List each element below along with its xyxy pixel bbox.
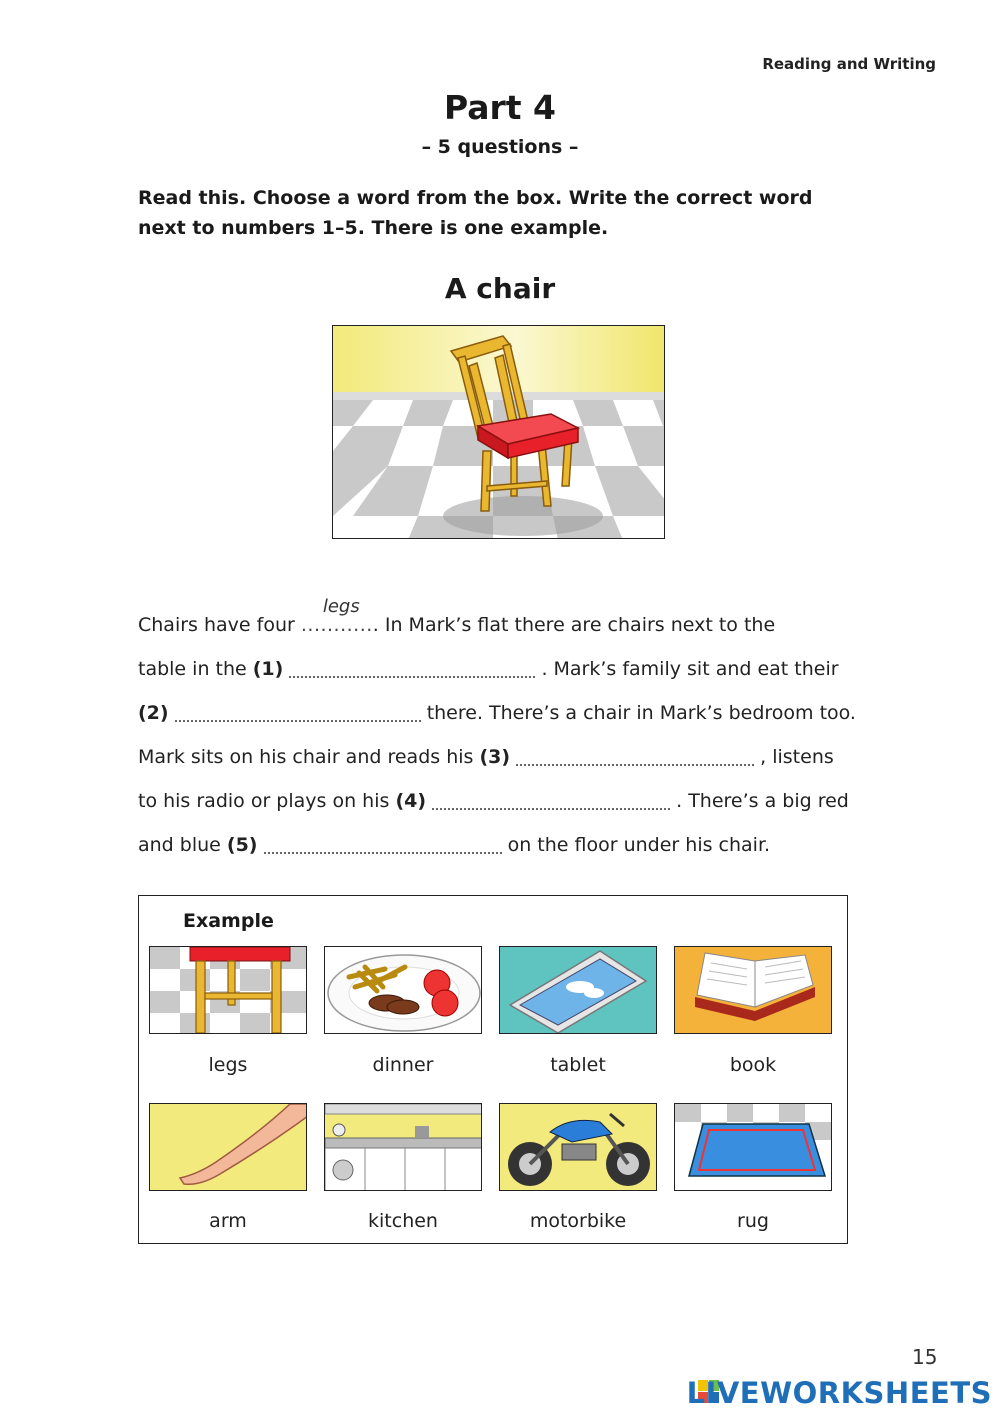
word-motorbike: motorbike [529, 1210, 627, 1232]
section-label: Reading and Writing [762, 55, 936, 73]
story-title: A chair [444, 272, 556, 305]
question-number-2: (2) [138, 702, 169, 724]
chair-illustration [332, 325, 665, 539]
arm-picture [149, 1103, 307, 1191]
word-dinner: dinner [372, 1054, 434, 1076]
tablet-picture [499, 946, 657, 1034]
story-line-4 [138, 735, 878, 779]
story-segment: Mark sits on his chair and reads his [138, 746, 480, 768]
page-number: 15 [912, 1345, 938, 1369]
story-text [138, 596, 878, 867]
answer-blank-2[interactable] [175, 703, 421, 725]
motorbike-picture [499, 1103, 657, 1191]
story-line-2 [138, 647, 878, 691]
example-dots: ........... [300, 614, 373, 636]
legs-picture [149, 946, 307, 1034]
story-segment: . There’s a big red [676, 790, 849, 812]
word-tablet: tablet [550, 1054, 606, 1076]
answer-blank-3[interactable] [516, 747, 754, 769]
word-book: book [729, 1054, 777, 1076]
story-line-6 [138, 823, 878, 867]
story-segment: there. There’s a chair in Mark’s bedroom too. [426, 702, 856, 724]
answer-blank-1[interactable] [289, 659, 535, 681]
word-kitchen: kitchen [368, 1210, 438, 1232]
instructions: Read this. Choose a word from the box. Write the correct word next to numbers 1–5. There is one example. [138, 187, 813, 239]
story-line-3 [138, 691, 878, 735]
story-segment: table in the [138, 658, 253, 680]
story-segment: , listens [760, 746, 834, 768]
example-answer [300, 596, 373, 647]
part-subtitle: – 5 questions – [421, 136, 579, 158]
story-line-5 [138, 779, 878, 823]
answer-blank-5[interactable] [264, 835, 502, 857]
part-title: Part 4 [443, 88, 557, 127]
story-segment: . Mark’s family sit and eat their [541, 658, 839, 680]
example-answer-text: legs [322, 596, 360, 617]
story-segment: Chairs have four [138, 614, 301, 636]
answer-blank-4[interactable] [432, 791, 670, 813]
story-segment: to his radio or plays on his [138, 790, 396, 812]
question-number-4: (4) [395, 790, 427, 812]
word-legs: legs [208, 1054, 248, 1076]
word-arm: arm [209, 1210, 247, 1232]
rug-picture [674, 1103, 832, 1191]
story-line-1 [138, 596, 878, 647]
liveworksheets-brand[interactable]: LIVEWORKSHEETS [686, 1376, 992, 1410]
book-picture [674, 946, 832, 1034]
example-label: Example [183, 910, 274, 932]
story-segment: and blue [138, 834, 227, 856]
dinner-picture [324, 946, 482, 1034]
story-segment: on the floor under his chair. [507, 834, 771, 856]
kitchen-picture [324, 1103, 482, 1191]
question-number-5: (5) [226, 834, 258, 856]
word-rug: rug [737, 1210, 769, 1232]
question-number-1: (1) [252, 658, 284, 680]
question-number-3: (3) [479, 746, 511, 768]
story-segment: . In Mark’s flat there are chairs next to the [372, 614, 776, 636]
